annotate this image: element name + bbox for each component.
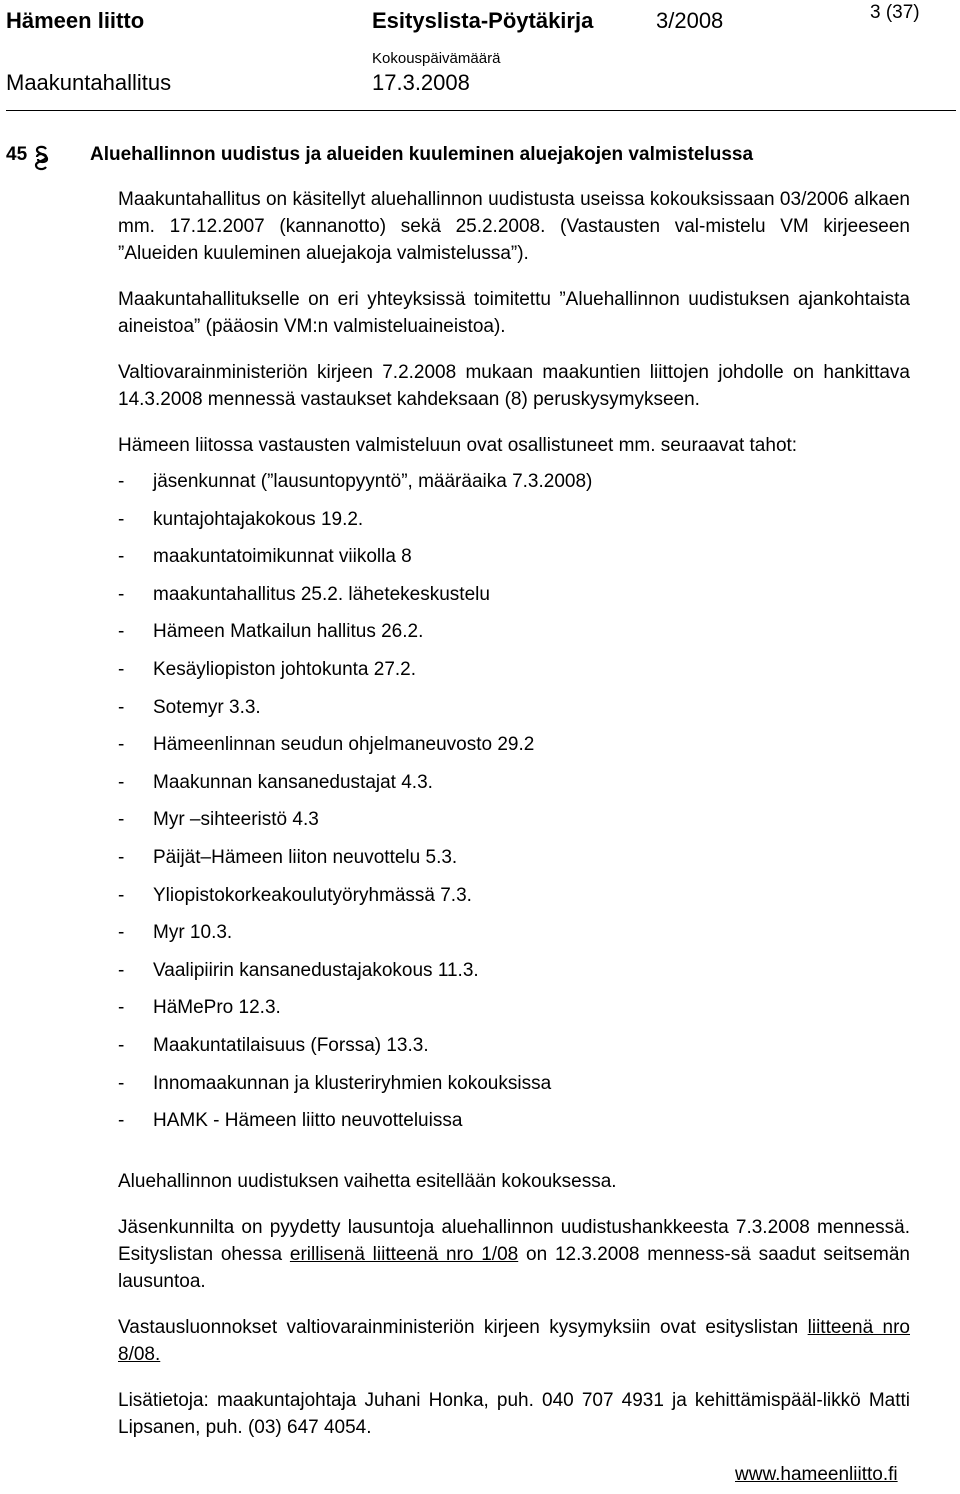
participant-text: Myr 10.3. xyxy=(153,922,233,944)
participant-item xyxy=(118,807,910,845)
participant-list xyxy=(118,469,910,1146)
participant-item xyxy=(118,1033,910,1071)
list-dash: - xyxy=(118,583,125,605)
participant-item xyxy=(118,657,910,695)
participant-text: maakuntahallitus 25.2. lähetekeskustelu xyxy=(153,583,490,605)
list-dash: - xyxy=(118,471,125,492)
list-dash: - xyxy=(118,809,125,831)
statements-text-start: Jäsenkunnilta on pyydetty lausuntoja aluehallinnon uudistushankkeesta 7.3.2008 mennessä. Esityslistan ohessa xyxy=(118,1216,910,1265)
list-dash: - xyxy=(118,734,125,756)
participant-text: Hämeen Matkailun hallitus 26.2. xyxy=(153,621,424,643)
organization-name: Hämeen liitto xyxy=(6,8,145,33)
list-dash: - xyxy=(118,621,125,643)
draft-answers-text: Vastausluonnokset valtiovarainministeriön kirjeen kysymyksiin ovat esityslistan xyxy=(118,1316,808,1338)
meeting-date: 17.3.2008 xyxy=(372,70,470,95)
participant-item xyxy=(118,995,910,1033)
paragraph-draft-answers xyxy=(118,1314,910,1368)
list-dash: - xyxy=(118,658,125,680)
participant-text: Myr –sihteeristö 4.3 xyxy=(153,809,319,831)
participant-item xyxy=(118,582,910,620)
participant-text: Kesäyliopiston johtokunta 27.2. xyxy=(153,658,417,680)
participant-text: HäMePro 12.3. xyxy=(153,997,281,1019)
participant-item xyxy=(118,958,910,996)
document-title: Esityslista-Pöytäkirja xyxy=(372,8,594,33)
participant-item xyxy=(118,920,910,958)
list-dash: - xyxy=(118,1034,125,1056)
participant-item xyxy=(118,770,910,808)
participant-item xyxy=(118,1071,910,1109)
participant-item xyxy=(118,544,910,582)
list-dash: - xyxy=(118,1110,125,1132)
participant-text: Innomaakunnan ja klusteriryhmien kokouksissa xyxy=(153,1072,552,1094)
participant-text: kuntajohtajakokous 19.2. xyxy=(153,508,364,530)
list-dash: - xyxy=(118,696,125,718)
list-dash: - xyxy=(118,1072,125,1094)
participant-item xyxy=(118,695,910,733)
participant-text: Päijät–Hämeen liiton neuvottelu 5.3. xyxy=(153,846,458,868)
paragraph-ministry-letter: Valtiovarainministeriön kirjeen 7.2.2008 mukaan maakuntien liittojen johdolle on hankittava 14.3.2008 mennessä vastaukset kahdeksaan (8) peruskysymykseen. xyxy=(118,362,910,410)
section-number: 45 xyxy=(6,144,28,165)
participant-text: Sotemyr 3.3. xyxy=(153,696,261,718)
list-dash: - xyxy=(118,546,125,568)
participant-item xyxy=(118,883,910,921)
document-number: 3/2008 xyxy=(656,8,724,33)
paragraph-contact-info: Lisätietoja: maakuntajohtaja Juhani Honka, puh. 040 707 4931 ja kehittämispääl-likkö Matti Lipsanen, puh. (03) 647 4054. xyxy=(118,1389,910,1438)
section-title: Aluehallinnon uudistus ja alueiden kuuleminen aluejakojen valmistelussa xyxy=(90,144,754,165)
list-dash: - xyxy=(118,922,125,944)
paragraph-background: Maakuntahallitus on käsitellyt aluehallinnon uudistusta useissa kokouksissaan 03/2006 alkaen mm. 17.12.2007 (kannanotto) sekä 25.2.2008. (Vastausten val-mistelu VM kirjeeseen ”Alueiden kuuleminen aluejakoja valmistelussa”). xyxy=(118,189,910,264)
participant-text: jäsenkunnat (”lausuntopyyntö”, määräaika 7.3.2008) xyxy=(153,471,593,492)
participant-text: maakuntatoimikunnat viikolla 8 xyxy=(153,546,412,568)
paragraph-materials: Maakuntahallitukselle on eri yhteyksissä toimitettu ”Aluehallinnon uudistuksen ajankohtaista aineistoa” (pääosin VM:n valmisteluaineistoa). xyxy=(118,289,910,337)
header-divider xyxy=(6,110,956,111)
participant-text: Maakuntatilaisuus (Forssa) 13.3. xyxy=(153,1034,429,1056)
paragraph-participants-intro: Hämeen liitossa vastausten valmisteluun ovat osallistuneet mm. seuraavat tahot: xyxy=(118,435,798,456)
list-dash: - xyxy=(118,846,125,868)
list-dash: - xyxy=(118,997,125,1019)
website-link[interactable]: www.hameenliitto.fi xyxy=(735,1464,898,1485)
list-dash: - xyxy=(118,884,125,906)
participant-item xyxy=(118,1108,910,1146)
participant-text: Vaalipiirin kansanedustajakokous 11.3. xyxy=(153,959,479,981)
participant-text: Hämeenlinnan seudun ohjelmaneuvosto 29.2 xyxy=(153,734,535,756)
participant-item xyxy=(118,507,910,545)
meeting-date-label: Kokouspäivämäärä xyxy=(372,50,501,67)
participant-item xyxy=(118,845,910,883)
list-dash: - xyxy=(118,771,125,793)
paragraph-statements xyxy=(118,1214,910,1295)
attachment-8-link[interactable]: liitteenä nro 8/08. xyxy=(118,1316,910,1365)
participant-text: Maakunnan kansanedustajat 4.3. xyxy=(153,771,433,793)
page-number: 3 (37) xyxy=(870,2,920,23)
governing-body: Maakuntahallitus xyxy=(6,70,172,95)
participant-item xyxy=(118,732,910,770)
attachment-1-link[interactable]: erillisenä liitteenä nro 1/08 xyxy=(289,1243,519,1265)
participant-text: HAMK - Hämeen liitto neuvotteluissa xyxy=(153,1110,463,1132)
section-sign-icon xyxy=(32,145,52,171)
paragraph-presentation: Aluehallinnon uudistuksen vaihetta esitellään kokouksessa. xyxy=(118,1170,617,1192)
list-dash: - xyxy=(118,508,125,530)
participant-item xyxy=(118,619,910,657)
participant-item xyxy=(118,469,910,507)
participant-text: Yliopistokorkeakoulutyöryhmässä 7.3. xyxy=(153,884,472,906)
statements-text-end: on 12.3.2008 menness-sä saadut seitsemän lausuntoa. xyxy=(118,1243,911,1292)
list-dash: - xyxy=(118,959,125,981)
section-body xyxy=(118,186,910,1460)
